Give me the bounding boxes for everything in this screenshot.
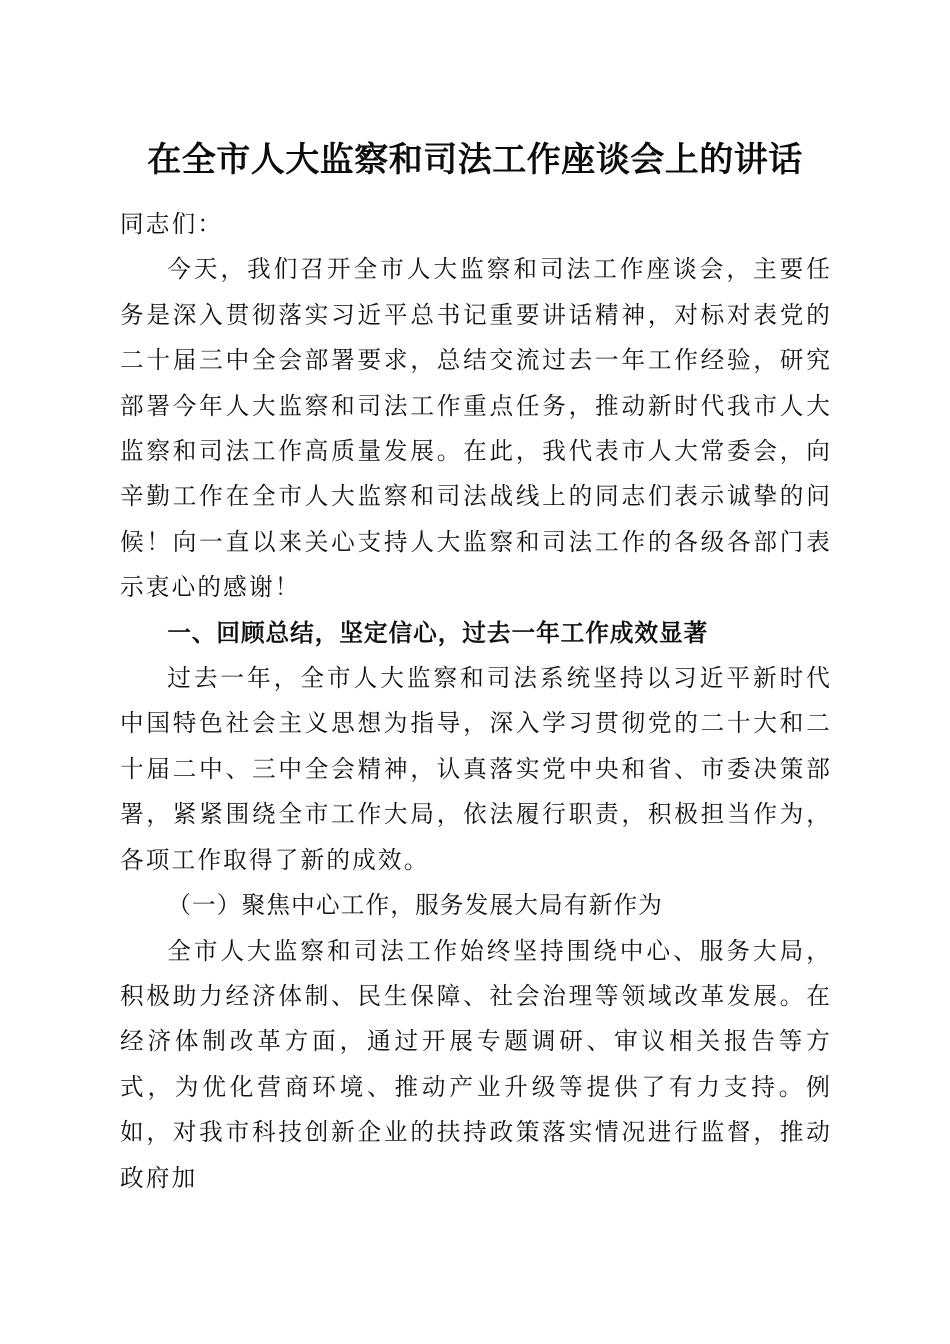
section-heading-1: 一、回顾总结，坚定信心，过去一年工作成效显著 [167, 618, 709, 647]
document-body [120, 202, 832, 1201]
intro-paragraph: 今天，我们召开全市人大监察和司法工作座谈会，主要任务是深入贯彻落实习近平总书记重要讲话精神，对标对表党的二十届三中全会部署要求，总结交流过去一年工作经验，研究部署今年人大监察和司法工作重点任务，推动新时代我市人大监察和司法工作高质量发展。在此，我代表市人大常委会，向辛勤工作在全市人大监察和司法战线上的同志们表示诚挚的问候！向一直以来关心支持人大监察和司法工作的各级各部门表示衷心的感谢！ [120, 255, 832, 602]
subsection-1-paragraph: 全市人大监察和司法工作始终坚持围绕中心、服务大局，积极助力经济体制、民生保障、社会治理等领域改革发展。在经济体制改革方面，通过开展专题调研、审议相关报告等方式，为优化营商环境、推动产业升级等提供了有力支持。例如，对我市科技创新企业的扶持政策落实情况进行监督，推动政府加 [120, 936, 832, 1192]
subsection-heading-1: （一）聚焦中心工作，服务发展大局有新作为 [167, 891, 664, 920]
document-title: 在全市人大监察和司法工作座谈会上的讲话 [147, 140, 803, 180]
salutation: 同志们： [120, 210, 224, 238]
section-1-paragraph: 过去一年，全市人大监察和司法系统坚持以习近平新时代中国特色社会主义思想为指导，深入学习贯彻党的二十大和二十届二中、三中全会精神，认真落实党中央和省、市委决策部署，紧紧围绕全市工作大局，依法履行职责，积极担当作为，各项工作取得了新的成效。 [120, 664, 832, 874]
